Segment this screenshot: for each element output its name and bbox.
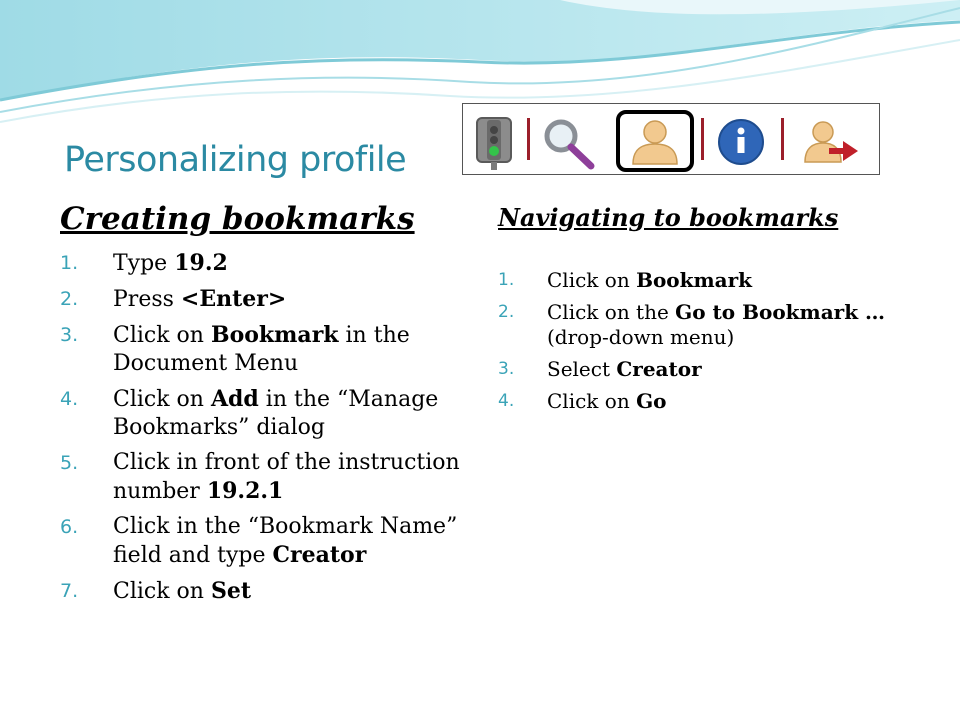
step-emphasis: Go to Bookmark …: [675, 300, 886, 324]
creating-bookmarks-heading: Creating bookmarks: [60, 201, 415, 237]
step-text: Click in front of the instruction number: [113, 450, 460, 504]
creating-bookmarks-step: [60, 249, 460, 278]
step-number: 3.: [60, 324, 79, 346]
separator-icon: [781, 118, 784, 160]
step-text: Click on: [113, 387, 211, 412]
navigating-bookmarks-heading: Navigating to bookmarks: [498, 203, 839, 232]
creating-bookmarks-step: [60, 577, 460, 606]
toolbar-screenshot: [462, 103, 880, 175]
creating-bookmarks-step: [60, 385, 460, 442]
user-profile-icon: [618, 112, 692, 170]
separator-icon: [527, 118, 530, 160]
step-number: 5.: [60, 452, 79, 474]
step-number: 6.: [60, 516, 79, 538]
separator-icon: [701, 118, 704, 160]
step-emphasis: Bookmark: [636, 268, 753, 292]
step-emphasis: Set: [210, 578, 252, 604]
step-number: 2.: [60, 288, 79, 310]
navigating-bookmarks-step: [498, 268, 928, 293]
step-emphasis: <Enter>: [180, 286, 287, 312]
navigating-bookmarks-step: [498, 357, 928, 382]
step-number: 7.: [60, 580, 79, 602]
step-text: Click on: [113, 323, 211, 348]
step-number: 4.: [498, 391, 515, 411]
step-text: Type: [113, 251, 175, 276]
navigating-bookmarks-steps: [498, 268, 928, 421]
step-number: 4.: [60, 388, 79, 410]
step-text: Click on: [547, 268, 637, 292]
creating-bookmarks-steps: [60, 249, 460, 613]
step-number: 1.: [60, 252, 79, 274]
step-text: Click on the: [547, 300, 676, 324]
user-arrow-icon: [805, 122, 858, 162]
step-text: (drop-down menu): [547, 325, 735, 349]
creating-bookmarks-step: [60, 285, 460, 314]
traffic-light-icon: [477, 118, 511, 170]
step-text: in the “Manage Bookmarks” dialog: [113, 387, 439, 440]
step-text: Click on: [547, 389, 637, 413]
step-emphasis: Creator: [616, 357, 702, 381]
step-emphasis: Bookmark: [210, 322, 339, 348]
step-text: in the Document Menu: [113, 323, 410, 376]
step-text: Select: [547, 357, 617, 381]
step-emphasis: Add: [210, 386, 259, 412]
step-number: 1.: [498, 270, 515, 290]
creating-bookmarks-step: [60, 449, 460, 506]
step-text: Click on: [113, 579, 211, 604]
navigating-bookmarks-step: [498, 300, 928, 350]
creating-bookmarks-step: [60, 513, 460, 570]
step-emphasis: Go: [636, 389, 667, 413]
navigating-bookmarks-step: [498, 389, 928, 414]
magnifier-icon: [547, 122, 591, 166]
step-text: Click in the “Bookmark Name” field and type: [113, 514, 458, 568]
step-emphasis: Creator: [272, 542, 367, 568]
step-emphasis: 19.2.1: [206, 478, 284, 504]
step-number: 2.: [498, 302, 515, 322]
step-emphasis: 19.2: [174, 250, 228, 276]
step-number: 3.: [498, 359, 515, 379]
slide-title: Personalizing profile: [64, 140, 407, 180]
step-text: Press: [113, 287, 181, 312]
info-icon: [719, 120, 763, 164]
creating-bookmarks-step: [60, 321, 460, 378]
